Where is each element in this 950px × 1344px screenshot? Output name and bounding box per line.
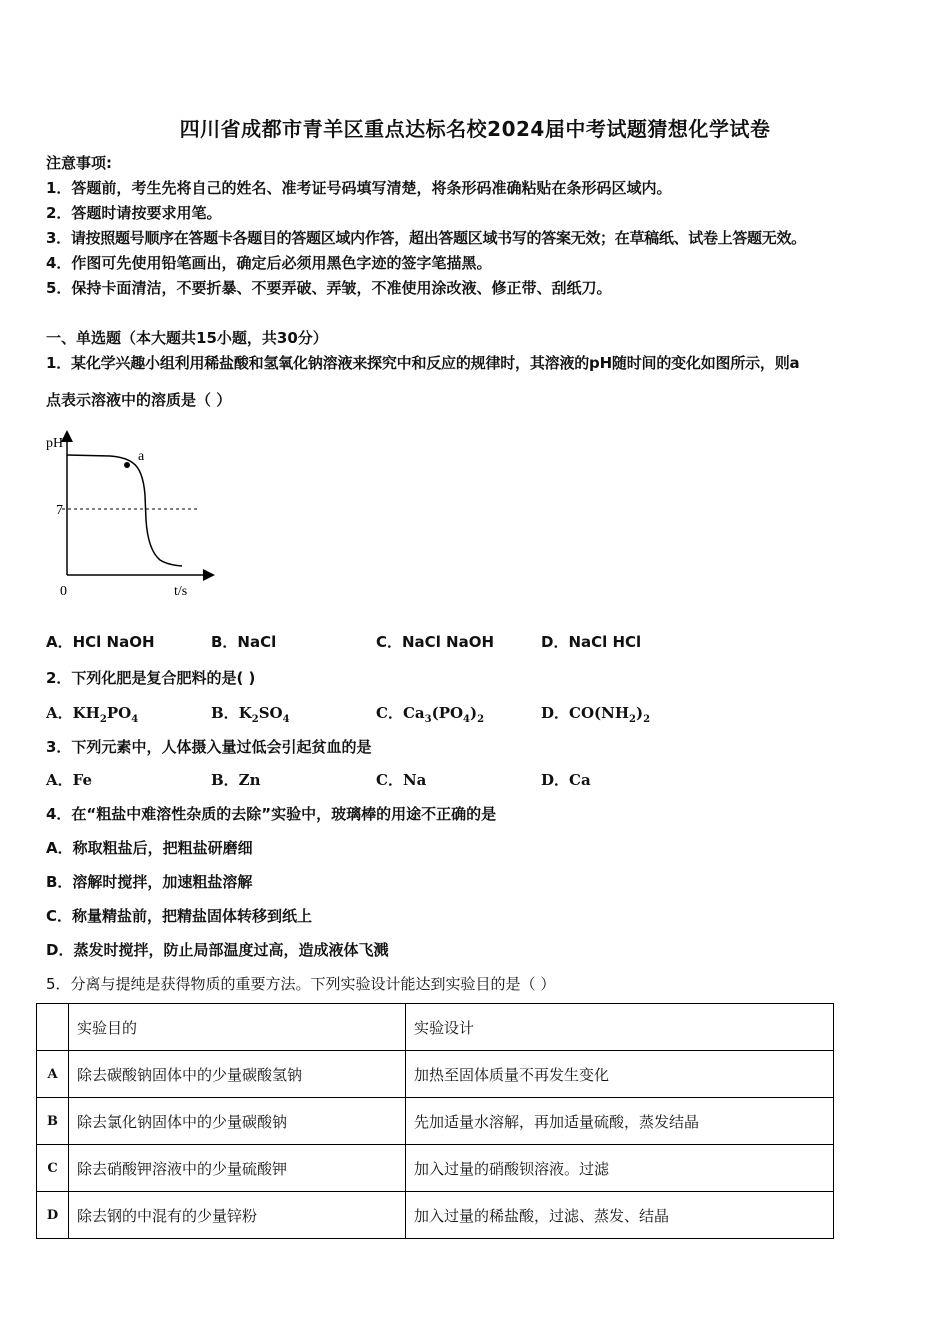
q1-option-a[interactable]: A．HCl NaOH [46,633,155,651]
q3-stem: 3．下列元素中，人体摄入量过低会引起贫血的是 [46,738,372,756]
notice-item: 4．作图可先使用铅笔画出，确定后必须用黑色字迹的签字笔描黑。 [46,254,492,272]
row-purpose: 除去硝酸钾溶液中的少量硫酸钾 [69,1145,406,1192]
q3-option-a[interactable]: A．Fe [46,771,93,789]
table-row[interactable] [37,1145,834,1192]
notice-item: 5．保持卡面清洁，不要折暴、不要弄破、弄皱，不准使用涂改液、修正带、刮纸刀。 [46,279,612,297]
table-row[interactable] [37,1051,834,1098]
row-design: 加入过量的稀盐酸，过滤、蒸发、结晶 [406,1192,834,1239]
table-header-cell: 实验目的 [69,1004,406,1051]
q3-option-b[interactable]: B．Zn [211,771,261,789]
q2-option-d[interactable]: D．$CO(NH_2)_2$ [541,704,651,725]
q2-option-c[interactable]: C．$Ca_3(PO_4)_2$ [376,704,485,725]
q2-stem: 2．下列化肥是复合肥料的是( ) [46,669,256,687]
q1-stem-line2: 点表示溶液中的溶质是（ ） [46,391,232,409]
ph7-label: 7 [56,503,63,518]
table-header-cell [37,1004,69,1051]
x-axis-label: t/s [174,584,188,599]
q2-option-b[interactable]: B．$K_2SO_4$ [211,704,290,725]
row-purpose: 除去氯化钠固体中的少量碳酸钠 [69,1098,406,1145]
table-row[interactable] [37,1192,834,1239]
q3-option-c[interactable]: C．Na [376,771,427,789]
q5-stem: 5．分离与提纯是获得物质的重要方法。下列实验设计能达到实验目的是（ ） [46,975,556,993]
row-purpose: 除去碳酸钠固体中的少量碳酸氢钠 [69,1051,406,1098]
q1-option-d[interactable]: D．NaCl HCl [541,633,642,651]
ph-curve [67,455,182,566]
notice-heading: 注意事项: [46,154,112,172]
table-row[interactable] [37,1098,834,1145]
row-key: D [37,1192,69,1239]
q4-stem: 4．在“粗盐中难溶性杂质的去除”实验中，玻璃棒的用途不正确的是 [46,805,497,823]
q3-option-d[interactable]: D．Ca [541,771,591,789]
ph-graph [40,425,225,605]
q1-stem-line1: 1．某化学兴趣小组利用稀盐酸和氢氧化钠溶液来探究中和反应的规律时，其溶液的pH随时间的变化如图所示，则a [46,354,800,372]
q4-option-b[interactable]: B．溶解时搅拌，加速粗盐溶解 [46,873,253,891]
point-a [124,462,130,468]
row-design: 先加适量水溶解，再加适量硫酸，蒸发结晶 [406,1098,834,1145]
table-header-row [37,1004,834,1051]
row-key: B [37,1098,69,1145]
notice-item: 2．答题时请按要求用笔。 [46,204,222,222]
q1-option-c[interactable]: C．NaCl NaOH [376,633,495,651]
q4-option-a[interactable]: A．称取粗盐后，把粗盐研磨细 [46,839,253,857]
y-axis-label: pH [46,436,64,451]
origin-label: 0 [60,584,67,599]
section-heading: 一、单选题（本大题共15小题，共30分） [46,329,328,347]
row-design: 加热至固体质量不再发生变化 [406,1051,834,1098]
row-design: 加入过量的硝酸钡溶液。过滤 [406,1145,834,1192]
experiment-table [36,1003,834,1239]
q4-option-c[interactable]: C．称量精盐前，把精盐固体转移到纸上 [46,907,313,925]
q2-option-a[interactable]: A．$KH_2PO_4$ [46,704,139,725]
q1-option-b[interactable]: B．NaCl [211,633,277,651]
page-title: 四川省成都市青羊区重点达标名校2024届中考试题猜想化学试卷 [179,117,771,141]
table-header-cell: 实验设计 [406,1004,834,1051]
notice-item: 3．请按照题号顺序在答题卡各题目的答题区域内作答，超出答题区域书写的答案无效；在草稿纸、试卷上答题无效。 [46,229,806,247]
row-purpose: 除去钢的中混有的少量锌粉 [69,1192,406,1239]
row-key: C [37,1145,69,1192]
q4-option-d[interactable]: D．蒸发时搅拌，防止局部温度过高，造成液体飞溅 [46,941,389,959]
row-key: A [37,1051,69,1098]
notice-item: 1．答题前，考生先将自己的姓名、准考证号码填写清楚，将条形码准确粘贴在条形码区域内。 [46,179,672,197]
point-a-label: a [138,449,145,464]
